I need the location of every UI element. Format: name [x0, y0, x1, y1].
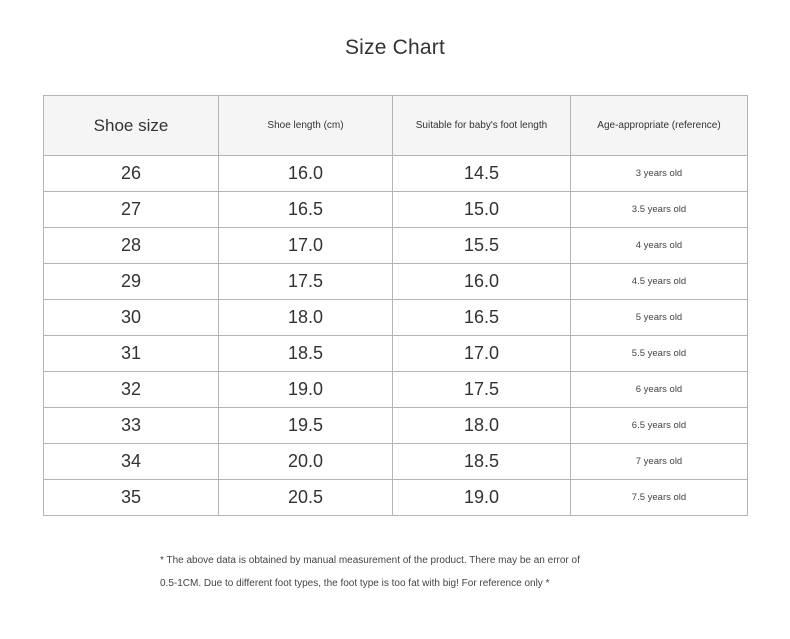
- cell-age: 6 years old: [571, 372, 748, 408]
- cell-foot-length: 18.0: [393, 408, 571, 444]
- cell-age: 6.5 years old: [571, 408, 748, 444]
- cell-shoe-size: 30: [44, 300, 219, 336]
- cell-shoe-size: 29: [44, 264, 219, 300]
- table-row: [44, 372, 748, 408]
- cell-shoe-size: 28: [44, 228, 219, 264]
- cell-age: 7.5 years old: [571, 480, 748, 516]
- cell-foot-length: 14.5: [393, 156, 571, 192]
- table-row: [44, 408, 748, 444]
- cell-age: 3.5 years old: [571, 192, 748, 228]
- table-row: [44, 264, 748, 300]
- cell-foot-length: 15.5: [393, 228, 571, 264]
- cell-shoe-size: 35: [44, 480, 219, 516]
- table-row: [44, 336, 748, 372]
- cell-shoe-size: 26: [44, 156, 219, 192]
- size-chart-table: [43, 95, 748, 516]
- cell-foot-length: 19.0: [393, 480, 571, 516]
- cell-shoe-length: 20.5: [219, 480, 393, 516]
- table-row: [44, 228, 748, 264]
- disclaimer-note-line-2: 0.5-1CM. Due to different foot types, the foot type is too fat with big! For reference only *: [160, 578, 550, 589]
- table-row: [44, 480, 748, 516]
- header-foot-length: Suitable for baby's foot length: [393, 96, 571, 156]
- cell-shoe-length: 16.0: [219, 156, 393, 192]
- cell-foot-length: 15.0: [393, 192, 571, 228]
- cell-shoe-length: 19.5: [219, 408, 393, 444]
- cell-shoe-length: 18.0: [219, 300, 393, 336]
- cell-shoe-size: 27: [44, 192, 219, 228]
- cell-foot-length: 17.0: [393, 336, 571, 372]
- cell-shoe-size: 31: [44, 336, 219, 372]
- cell-foot-length: 16.5: [393, 300, 571, 336]
- cell-shoe-length: 16.5: [219, 192, 393, 228]
- table-row: [44, 156, 748, 192]
- cell-age: 5 years old: [571, 300, 748, 336]
- header-shoe-length: Shoe length (cm): [219, 96, 393, 156]
- header-age: Age-appropriate (reference): [571, 96, 748, 156]
- table-row: [44, 300, 748, 336]
- header-shoe-size: Shoe size: [44, 96, 219, 156]
- cell-shoe-size: 34: [44, 444, 219, 480]
- table-row: [44, 444, 748, 480]
- table-row: [44, 192, 748, 228]
- cell-foot-length: 17.5: [393, 372, 571, 408]
- cell-age: 5.5 years old: [571, 336, 748, 372]
- cell-age: 7 years old: [571, 444, 748, 480]
- cell-shoe-length: 17.5: [219, 264, 393, 300]
- cell-foot-length: 18.5: [393, 444, 571, 480]
- cell-shoe-length: 17.0: [219, 228, 393, 264]
- cell-age: 3 years old: [571, 156, 748, 192]
- cell-age: 4 years old: [571, 228, 748, 264]
- cell-shoe-size: 33: [44, 408, 219, 444]
- cell-shoe-length: 20.0: [219, 444, 393, 480]
- cell-foot-length: 16.0: [393, 264, 571, 300]
- disclaimer-note-line-1: * The above data is obtained by manual measurement of the product. There may be an error of: [160, 555, 580, 566]
- cell-shoe-size: 32: [44, 372, 219, 408]
- cell-shoe-length: 19.0: [219, 372, 393, 408]
- table-header-row: [44, 96, 748, 156]
- cell-shoe-length: 18.5: [219, 336, 393, 372]
- page-title: Size Chart: [344, 36, 446, 59]
- cell-age: 4.5 years old: [571, 264, 748, 300]
